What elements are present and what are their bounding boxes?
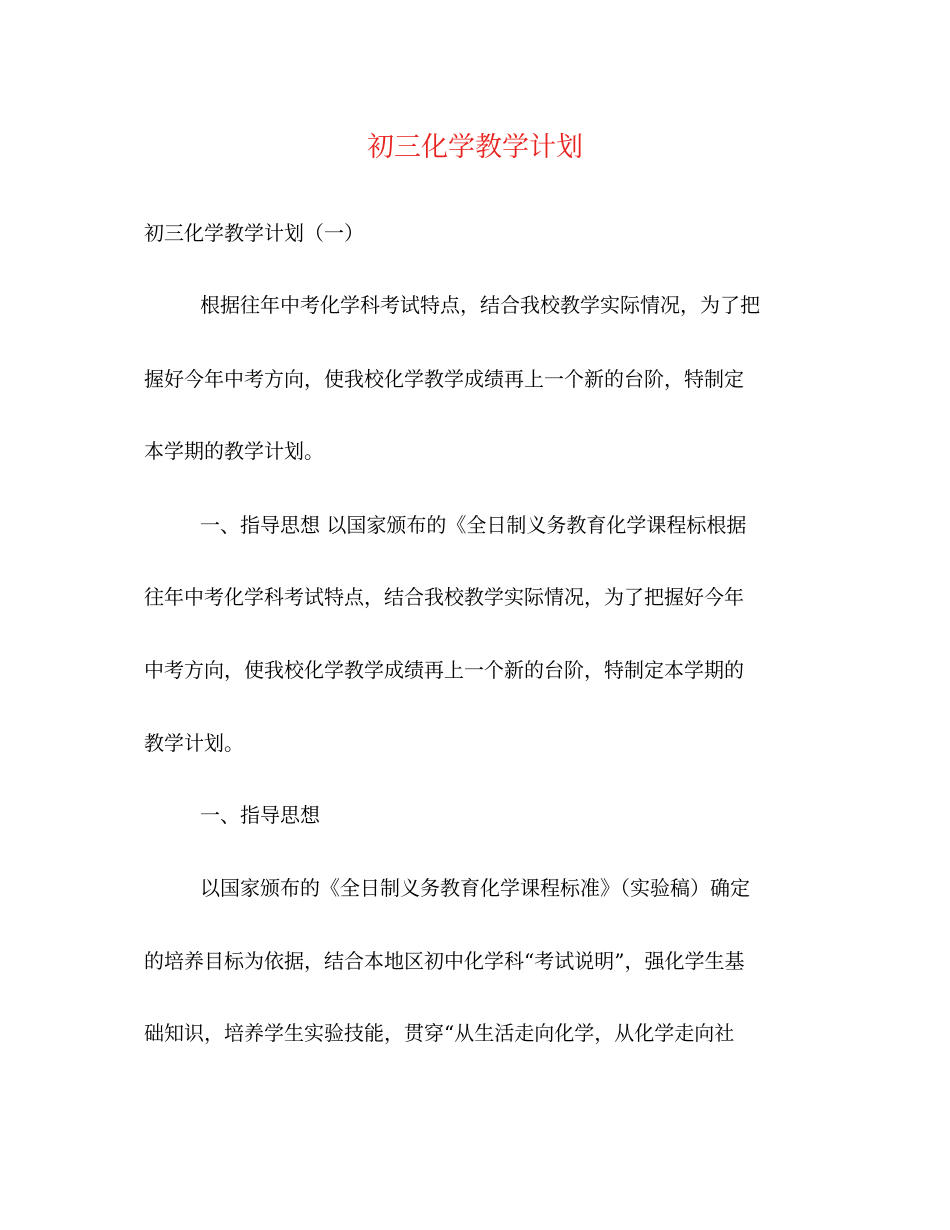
paragraph-line: 教学计划。 xyxy=(144,731,244,755)
paragraph-line: 以国家颁布的《全日制义务教育化学课程标准》（实验稿）确定 xyxy=(200,876,750,900)
paragraph-line: 的培养目标为依据，结合本地区初中化学科“考试说明”，强化学生基 xyxy=(144,949,745,973)
paragraph-line: 一、指导思想 以国家颁布的《全日制义务教育化学课程标根据 xyxy=(200,513,747,537)
paragraph-line: 根据往年中考化学科考试特点，结合我校教学实际情况，为了把 xyxy=(200,293,760,317)
paragraph-line: 础知识，培养学生实验技能，贯穿“从生活走向化学，从化学走向社 xyxy=(144,1021,735,1045)
paragraph-line: 往年中考化学科考试特点，结合我校教学实际情况，为了把握好今年 xyxy=(144,585,744,609)
section-heading: 初三化学教学计划（一） xyxy=(144,221,364,245)
paragraph-line: 中考方向，使我校化学教学成绩再上一个新的台阶，特制定本学期的 xyxy=(144,658,744,682)
paragraph-line: 本学期的教学计划。 xyxy=(144,439,324,463)
document-title: 初三化学教学计划 xyxy=(367,132,583,163)
paragraph-line: 握好今年中考方向，使我校化学教学成绩再上一个新的台阶，特制定 xyxy=(144,367,744,391)
section-subheading: 一、指导思想 xyxy=(200,803,320,827)
